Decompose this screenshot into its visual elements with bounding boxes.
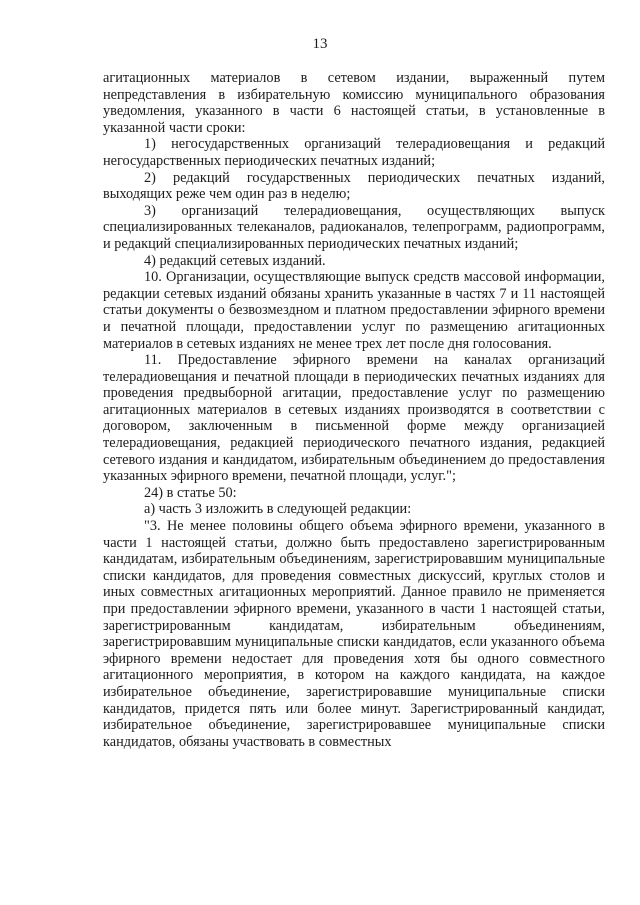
paragraph-subitem-a: а) часть 3 изложить в следующей редакции: (144, 501, 412, 518)
paragraph-item-24: 24) в статье 50: (144, 484, 237, 501)
paragraph-item-2: 2) редакций государственных периодических печатных изданий, выходящих реже чем один раз в неделю; (103, 169, 605, 203)
paragraph-part-3: "3. Не менее половины общего объема эфирного времени, указанного в части 1 настоящей статьи, должно быть предоставлено зарегистрированным кандидатам, избирательным объединениям, зарегистрировавшим муниципальные списки кандидатов, для проведения совместных дискуссий, круглых столов и иных совместных агитационных мероприятий. Данное правило не применяется при предоставлении эфирного времени, указанного в части 1 настоящей статьи, зарегистрированным кандидатам, избирательным объединениям, зарегистрировавшим муниципальные списки кандидатов, если указанного объема эфирного времени недостает для проведения хотя бы одного совместного агитационного мероприятия, в котором на каждого кандидата, на каждое избирательное объединение, зарегистрировавшие муниципальные списки кандидатов, придется пять или более минут. Зарегистрированный кандидат, избирательное объединение, зарегистрировавшее муниципальные списки кандидатов, обязаны участвовать в совместных (103, 518, 605, 750)
document-body (103, 70, 605, 750)
page-number: 13 (312, 36, 328, 52)
paragraph-item-1: 1) негосударственных организаций телерадиовещания и редакций негосударственных периодических печатных изданий; (103, 136, 605, 169)
paragraph-intro: агитационных материалов в сетевом издании, выраженный путем непредставления в избирательную комиссию муниципального образования уведомления, указанного в части 6 настоящей статьи, в установленные в указанной части сроки: (103, 70, 605, 136)
paragraph-part-10: 10. Организации, осуществляющие выпуск средств массовой информации, редакции сетевых изданий обязаны хранить указанные в частях 7 и 11 настоящей статьи документы о безвозмездном и платном предоставлении эфирного времени и печатной площади, предоставлении услуг по размещению агитационных материалов в сетевых изданиях не менее трех лет после дня голосования. (103, 269, 605, 352)
paragraph-item-4: 4) редакций сетевых изданий. (144, 252, 326, 269)
paragraph-part-11: 11. Предоставление эфирного времени на каналах организаций телерадиовещания и печатной площади в периодических печатных изданиях для проведения предвыборной агитации, предоставление услуг по размещению агитационных материалов в сетевых изданиях производятся в соответствии с договором, заключенным в письменной форме между организацией телерадиовещания, редакцией периодического печатного издания, редакцией сетевого издания и кандидатом, избирательным объединением до предоставления указанных эфирного времени, печатной площади, услуг."; (103, 352, 605, 485)
paragraph-item-3: 3) организаций телерадиовещания, осуществляющих выпуск специализированных телеканалов, радиоканалов, телепрограмм, радиопрограмм, и редакций специализированных периодических печатных изданий; (103, 202, 605, 252)
